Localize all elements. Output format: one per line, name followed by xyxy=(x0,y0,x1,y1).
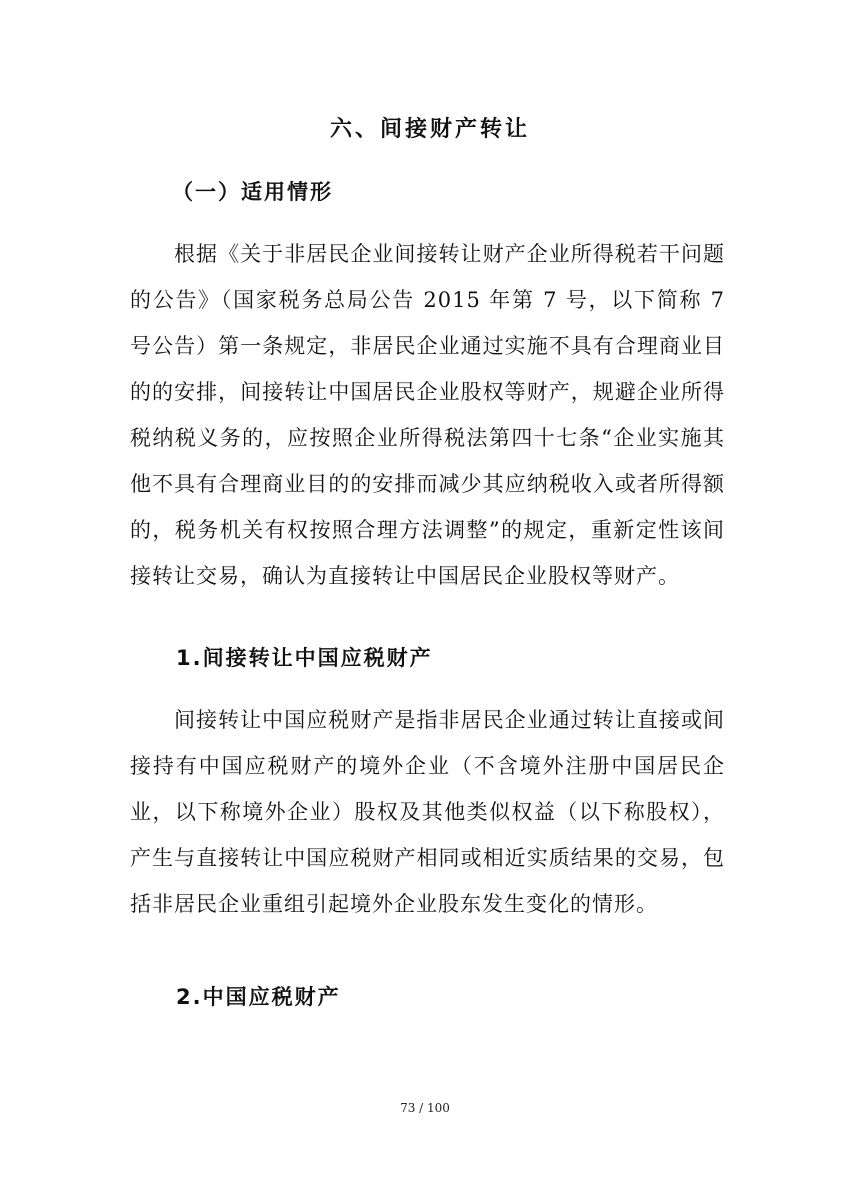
paragraph-applicable-situation: 根据《关于非居民企业间接转让财产企业所得税若干问题的公告》（国家税务总局公告 2015 年第 7 号，以下简称 7 号公告）第一条规定，非居民企业通过实施不具有合理商业目的的安排，间接转让中国居民企业股权等财产，规避企业所得税纳税义务的，应按照企业所得税法第四十七条“企业实施其他不具有合理商业目的的安排而减少其应纳税收入或者所得额的，税务机关有权按照合理方法调整”的规定，重新定性该间接转让交易，确认为直接转让中国居民企业股权等财产。 xyxy=(130,242,725,588)
paragraph-indirect-transfer-definition: 间接转让中国应税财产是指非居民企业通过转让直接或间接持有中国应税财产的境外企业（不含境外注册中国居民企业，以下称境外企业）股权及其他类似权益（以下称股权），产生与直接转让中国应税财产相同或相近实质结果的交易，包括非居民企业重组引起境外企业股东发生变化的情形。 xyxy=(130,708,725,916)
section-title: 六、间接财产转让 xyxy=(329,117,530,142)
heading-indirect-transfer: 1.间接转让中国应税财产 xyxy=(176,646,433,670)
page-number: 73 / 100 xyxy=(400,1101,450,1115)
subsection-heading: （一）适用情形 xyxy=(172,180,333,204)
heading-china-taxable-property: 2.中国应税财产 xyxy=(176,985,341,1009)
